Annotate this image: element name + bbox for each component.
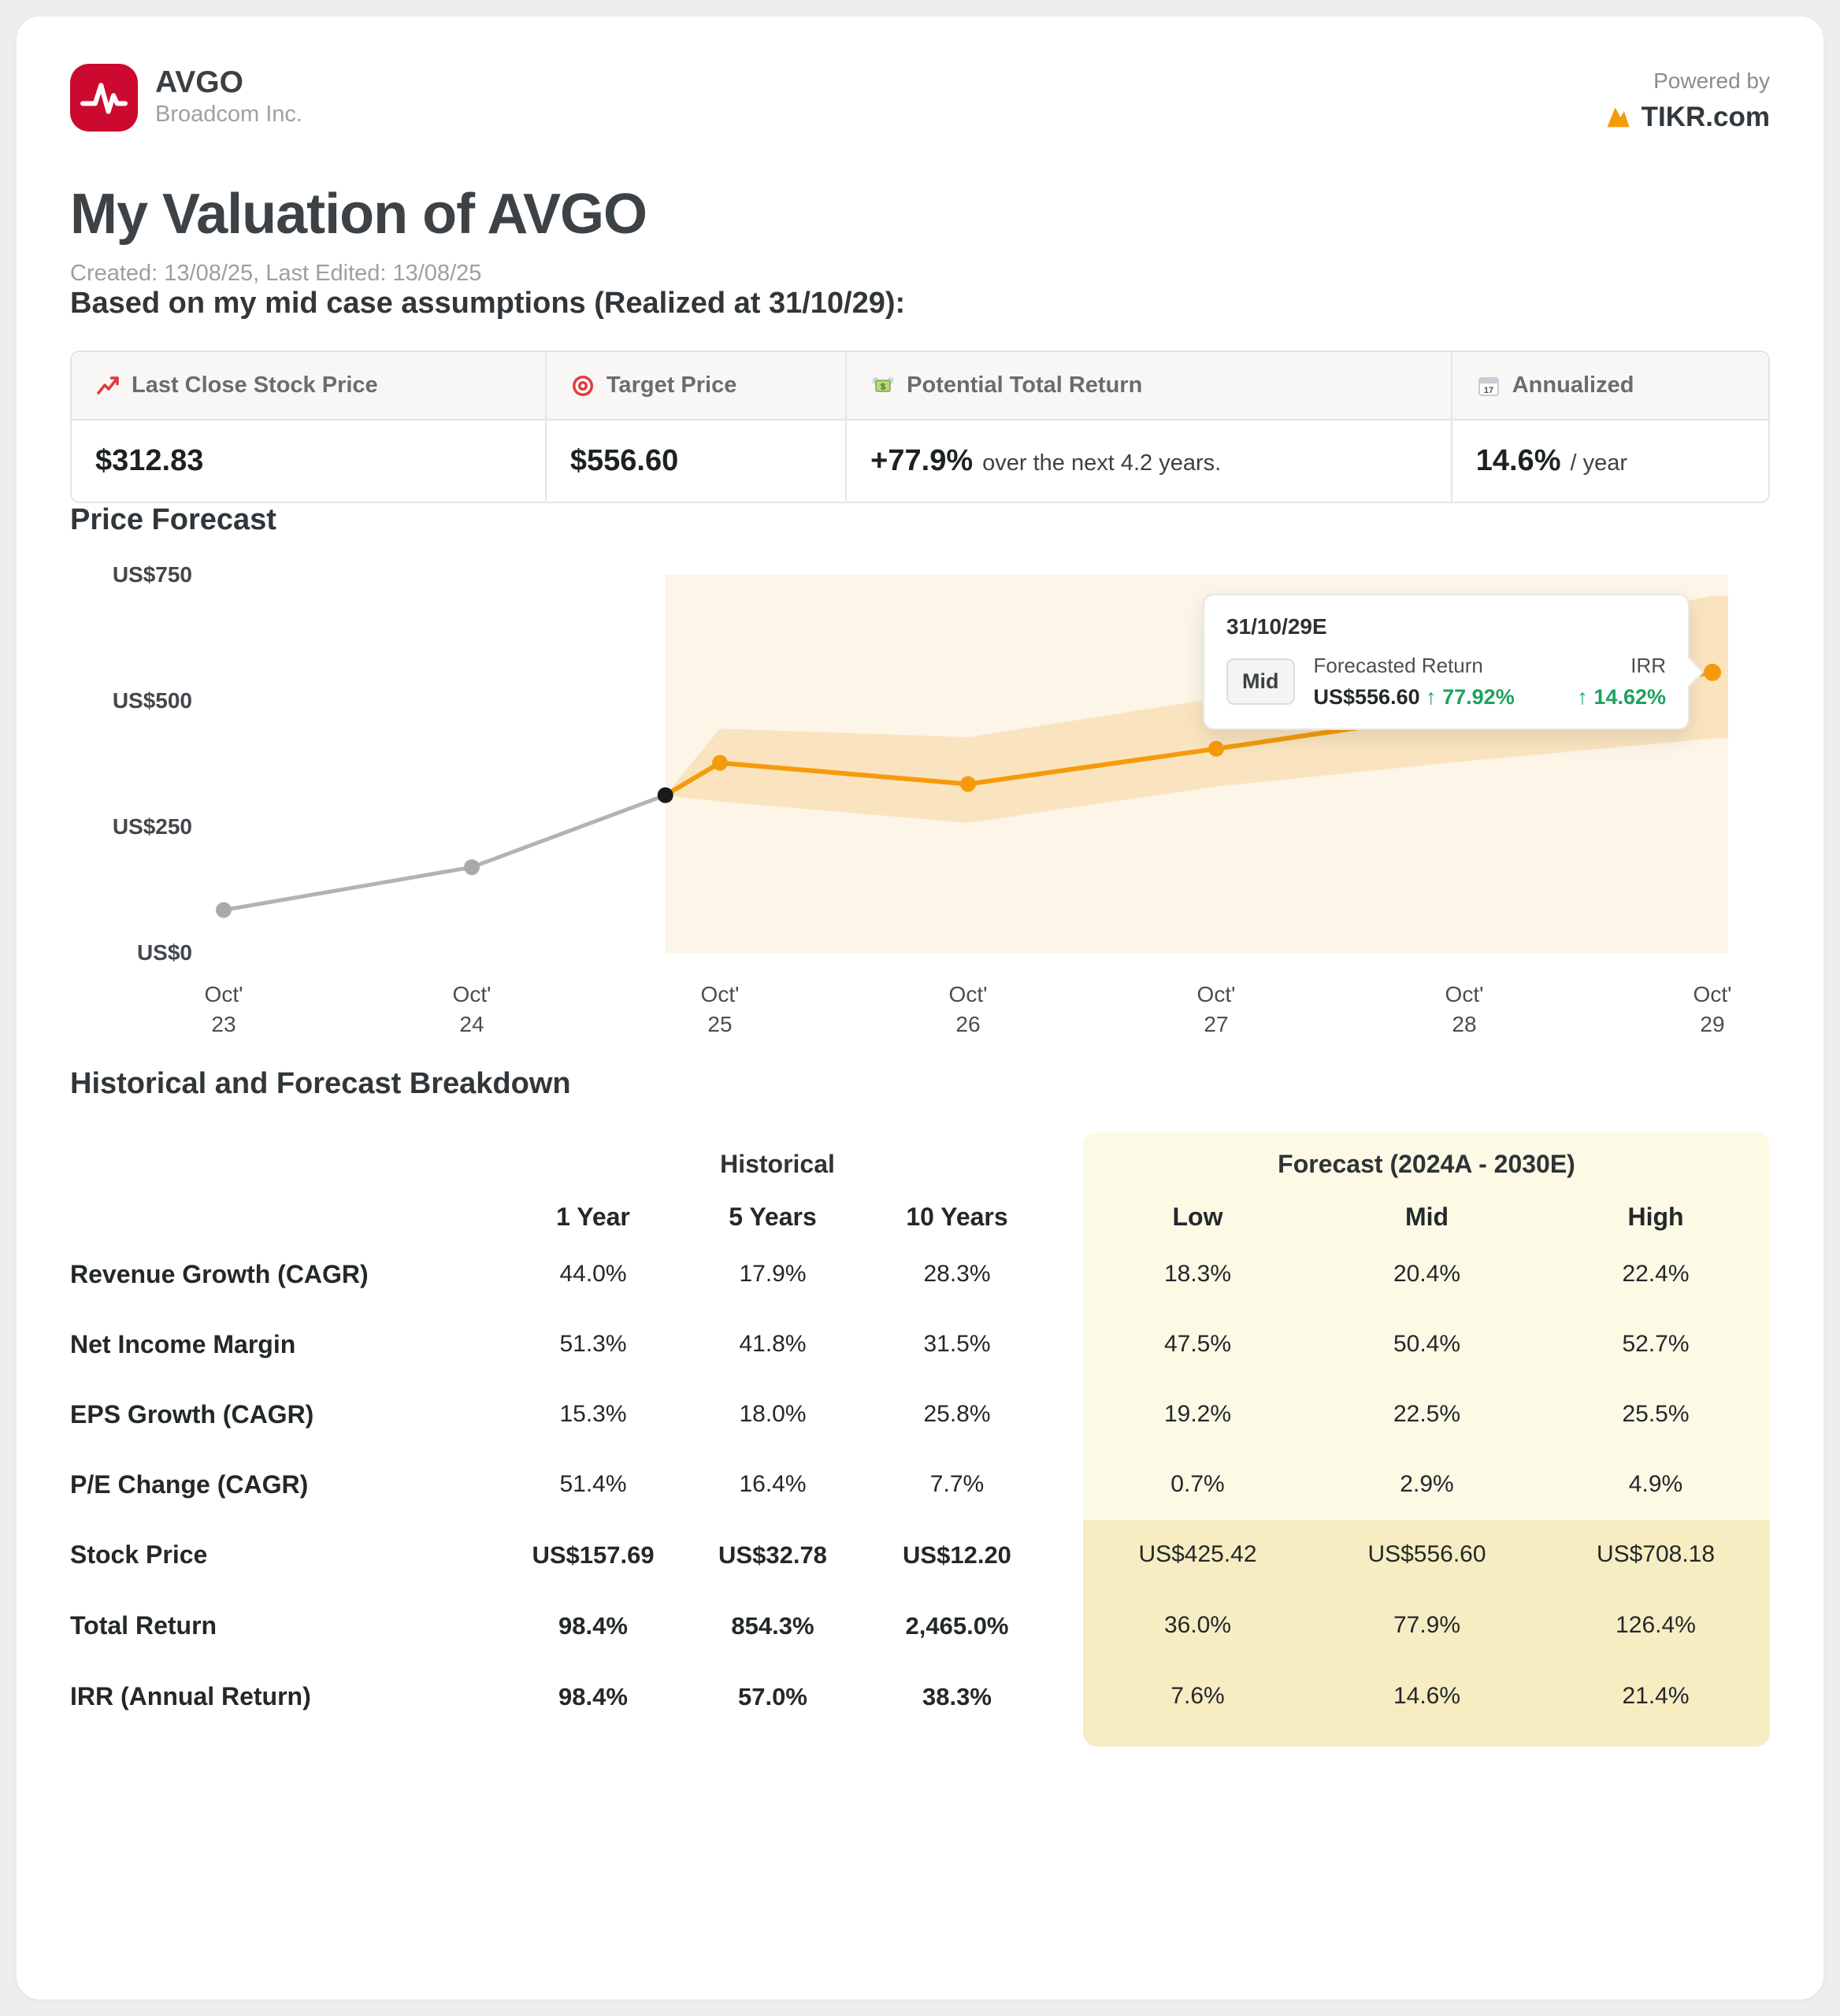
ticker-symbol: AVGO [155, 65, 243, 100]
chart-tooltip [1203, 594, 1690, 730]
historical-value: 57.0% [738, 1683, 807, 1710]
x-tick-label: 23 [211, 1012, 236, 1036]
x-tick-label: 26 [955, 1012, 981, 1036]
valuation-card [17, 17, 1823, 1999]
summary-value: $312.83 [95, 444, 204, 477]
gap-spacer [1052, 1310, 1083, 1380]
historical-value: 7.7% [929, 1471, 985, 1497]
tooltip-irr-col [1577, 654, 1666, 710]
forecast-value: US$425.42 [1138, 1541, 1257, 1567]
tooltip-body [1226, 654, 1666, 710]
summary-value: 14.6% [1475, 444, 1561, 477]
tooltip-return-label: Forecasted Return [1313, 654, 1483, 677]
price-forecast-chart[interactable] [70, 559, 1770, 1067]
spacer [70, 1132, 503, 1182]
chart-dot [464, 859, 480, 875]
tooltip-irr-label: IRR [1630, 654, 1666, 677]
gap-spacer [1052, 1450, 1083, 1520]
summary-value: $556.60 [569, 444, 679, 477]
x-tick-label: Oct' [1693, 982, 1732, 1006]
forecast-value: 50.4% [1393, 1331, 1461, 1357]
historical-value: 38.3% [922, 1683, 992, 1710]
row-label: EPS Growth (CAGR) [70, 1400, 314, 1429]
row-label: P/E Change (CAGR) [70, 1470, 309, 1499]
historical-value: 51.4% [559, 1471, 627, 1497]
historical-value: US$157.69 [532, 1541, 655, 1569]
tooltip-return-price: US$556.60 [1313, 685, 1420, 709]
chart-dot [1208, 741, 1224, 757]
annualized-value [1452, 421, 1768, 502]
forecast-value: 47.5% [1163, 1331, 1232, 1357]
forecast-value: 18.3% [1163, 1261, 1232, 1287]
gap-spacer [1052, 1662, 1083, 1732]
x-tick-label: 28 [1452, 1012, 1477, 1036]
forecast-value: 25.5% [1622, 1401, 1690, 1427]
forecast-value: 2.9% [1400, 1471, 1454, 1497]
forecast-value: US$708.18 [1596, 1541, 1716, 1567]
tikr-brand-link[interactable] [1604, 102, 1770, 133]
row-label: Total Return [70, 1611, 217, 1640]
historical-value: 17.9% [739, 1261, 807, 1287]
assumptions-heading: Based on my mid case assumptions (Realized at 31/10/29): [70, 287, 906, 320]
forecast-value: US$556.60 [1367, 1541, 1486, 1567]
total-return-value [847, 421, 1452, 502]
gap-spacer [1052, 1380, 1083, 1450]
x-tick-label: 27 [1204, 1012, 1229, 1036]
forecast-value: 7.6% [1170, 1683, 1225, 1709]
historical-value: 51.3% [559, 1331, 627, 1357]
y-tick-label: US$500 [112, 688, 192, 713]
forecast-value: 36.0% [1163, 1612, 1232, 1638]
powered-by-label: Powered by [1653, 69, 1770, 93]
summary-suffix: / year [1570, 450, 1628, 476]
breakdown-heading: Historical and Forecast Breakdown [70, 1067, 571, 1100]
avgo-logo [70, 64, 138, 132]
historical-col-header: 10 Years [906, 1203, 1008, 1231]
historical-col-header: 1 Year [556, 1203, 630, 1231]
historical-group-header: Historical [720, 1150, 835, 1178]
y-tick-label: US$250 [112, 814, 192, 839]
created-edited-meta: Created: 13/08/25, Last Edited: 13/08/25 [70, 261, 482, 286]
chart-dot [712, 755, 728, 771]
historical-value: 854.3% [731, 1612, 814, 1640]
historical-value: 98.4% [558, 1612, 628, 1640]
summary-header-annualized [1452, 352, 1768, 421]
chart-dot [960, 776, 976, 792]
tooltip-date: 31/10/29E [1226, 614, 1327, 639]
summary-suffix: over the next 4.2 years. [982, 450, 1222, 476]
x-tick-label: 25 [707, 1012, 733, 1036]
x-tick-label: Oct' [948, 982, 988, 1006]
last-close-value [72, 421, 547, 502]
chart-dot [1704, 664, 1721, 681]
forecast-value: 21.4% [1622, 1683, 1690, 1709]
tooltip-return-value [1314, 685, 1559, 710]
forecast-value: 20.4% [1393, 1261, 1461, 1287]
gap-spacer [1052, 1520, 1083, 1591]
historical-value: 98.4% [558, 1683, 628, 1710]
target-price-value [547, 421, 847, 502]
row-label: Stock Price [70, 1540, 208, 1569]
forecast-value: 77.9% [1393, 1612, 1461, 1638]
spacer [70, 1182, 503, 1240]
chart-increasing-icon [95, 373, 121, 398]
brand-text [155, 66, 302, 128]
summary-label: Potential Total Return [907, 372, 1143, 398]
summary-header-target-price [547, 352, 847, 421]
summary-label: Annualized [1512, 372, 1634, 398]
forecast-value: 52.7% [1622, 1331, 1690, 1357]
y-tick-label: US$0 [136, 940, 192, 965]
chart-dot [658, 788, 673, 803]
target-icon [570, 373, 595, 398]
gap-spacer [1052, 1240, 1083, 1310]
summary-header-last-close [72, 352, 547, 421]
x-tick-label: Oct' [1445, 982, 1484, 1006]
tooltip-return-col [1314, 654, 1559, 710]
forecast-group-header: Forecast (2024A - 2030E) [1278, 1150, 1575, 1178]
forecast-value: 19.2% [1163, 1401, 1232, 1427]
historical-value: 31.5% [923, 1331, 991, 1357]
topbar [70, 64, 1770, 133]
tikr-logo-icon [1604, 103, 1632, 132]
y-tick-label: US$750 [112, 562, 192, 587]
page-title: My Valuation of AVGO [70, 183, 647, 246]
forecast-value: 0.7% [1170, 1471, 1225, 1497]
row-label: IRR (Annual Return) [70, 1682, 311, 1710]
forecast-col-header: High [1627, 1203, 1684, 1231]
summary-label: Last Close Stock Price [132, 372, 378, 398]
historical-value: 15.3% [559, 1401, 627, 1427]
gap-spacer [1052, 1182, 1083, 1240]
tooltip-return-change: ↑ 77.92% [1426, 685, 1515, 709]
forecast-value: 22.5% [1393, 1401, 1461, 1427]
gap-spacer [1052, 1591, 1083, 1662]
chart-dot [216, 902, 232, 918]
company-brand [70, 64, 302, 132]
historical-value: 41.8% [739, 1331, 807, 1357]
breakdown-grid [70, 1132, 1770, 1747]
forecast-value: 126.4% [1616, 1612, 1696, 1638]
historical-value: 25.8% [923, 1401, 991, 1427]
historical-value: 44.0% [559, 1261, 627, 1287]
historical-value: 18.0% [739, 1401, 807, 1427]
summary-table [70, 350, 1770, 503]
x-tick-label: Oct' [452, 982, 492, 1006]
summary-header-total-return [847, 352, 1452, 421]
calendar-icon [1476, 373, 1501, 398]
breakdown-table [70, 1132, 1770, 1747]
svg-text:$: $ [881, 382, 886, 391]
historical-value: 16.4% [739, 1471, 807, 1497]
x-tick-label: 29 [1700, 1012, 1725, 1036]
historical-value: US$12.20 [903, 1541, 1011, 1569]
row-label: Revenue Growth (CAGR) [70, 1260, 369, 1288]
x-tick-label: Oct' [700, 982, 740, 1006]
forecast-value: 14.6% [1393, 1683, 1461, 1709]
company-name: Broadcom Inc. [155, 102, 302, 128]
x-tick-label: Oct' [204, 982, 243, 1006]
pulse-icon [73, 67, 135, 128]
tikr-attribution [1604, 64, 1770, 133]
historical-value: 2,465.0% [905, 1612, 1009, 1640]
forecast-value: 22.4% [1622, 1261, 1690, 1287]
x-tick-label: Oct' [1196, 982, 1236, 1006]
tooltip-scenario-badge: Mid [1226, 658, 1295, 705]
forecast-col-header: Mid [1404, 1203, 1449, 1231]
row-label: Net Income Margin [70, 1330, 296, 1358]
tooltip-irr-change: ↑ 14.62% [1577, 685, 1666, 709]
historical-value: 28.3% [923, 1261, 991, 1287]
summary-label: Target Price [606, 372, 737, 398]
svg-text:17: 17 [1483, 385, 1493, 395]
forecast-col-header: Low [1172, 1203, 1223, 1231]
historical-value: US$32.78 [718, 1541, 827, 1569]
x-tick-label: 24 [459, 1012, 484, 1036]
historical-line [224, 795, 666, 910]
summary-value: +77.9% [870, 444, 974, 477]
tikr-name: TIKR.com [1641, 102, 1770, 132]
forecast-value: 4.9% [1628, 1471, 1683, 1497]
historical-col-header: 5 Years [729, 1203, 817, 1231]
price-forecast-heading: Price Forecast [70, 503, 276, 536]
money-with-wings-icon [870, 373, 896, 398]
